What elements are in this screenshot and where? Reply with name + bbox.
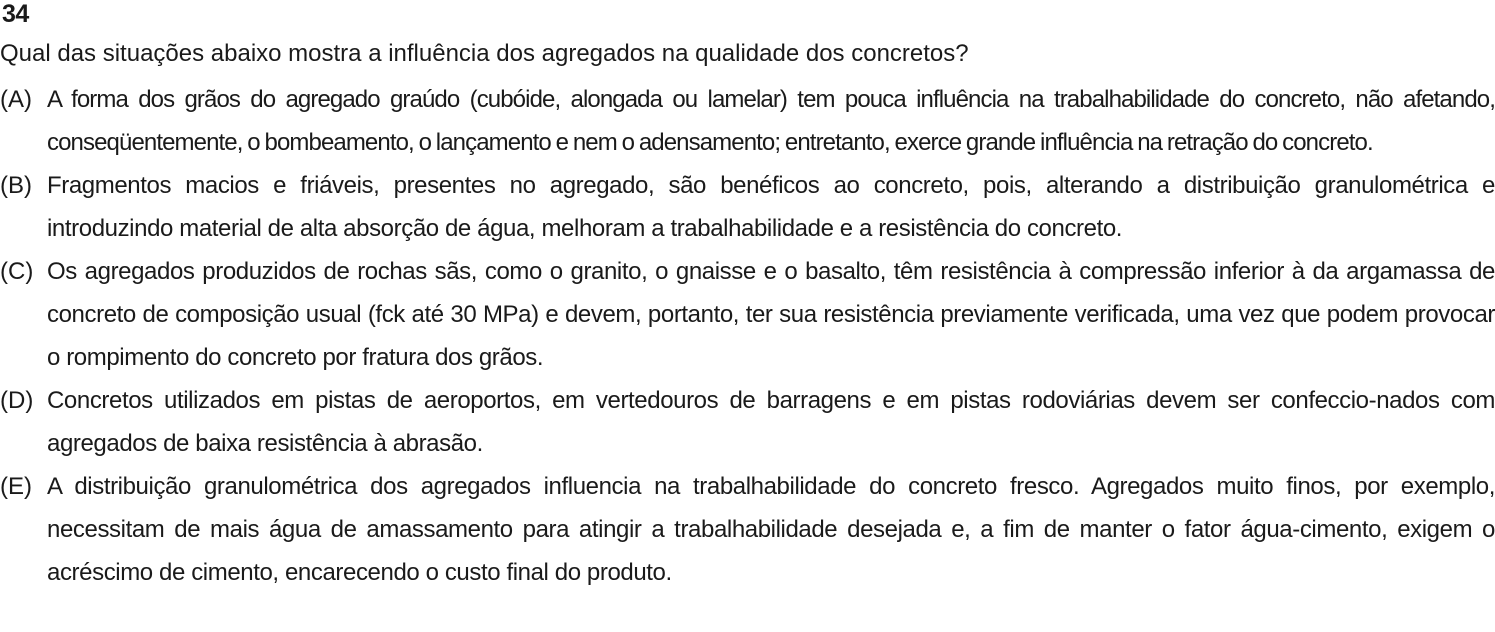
option-e-text: A distribuição granulométrica dos agregados influencia na trabalhabilidade do concreto fresco. Agregados muito finos, por exemplo, necessitam de mais água de amassamento para atingir a trabalhabilidade desejada e, a fim de manter o fator água-cimento, exigem o acréscimo de cimento, encarecendo o custo final do produto. [47,473,1495,586]
question-number: 34 [2,0,29,28]
option-c[interactable] [0,250,1495,379]
option-e-label: (E) [0,473,32,500]
answer-options [0,78,1495,594]
option-e[interactable] [0,465,1495,594]
option-a-text: A forma dos grãos do agregado graúdo (cubóide, alongada ou lamelar) tem pouca influência na trabalhabilidade do concreto, não afetando, conseqüentemente, o bombeamento, o lançamento e nem o adensamento; entretanto, exerce grande influência na retração do concreto. [47,86,1495,156]
option-c-label: (C) [0,258,34,285]
question-stem: Qual das situações abaixo mostra a influência dos agregados na qualidade dos concretos? [0,40,969,67]
option-a[interactable] [0,78,1495,164]
option-b-label: (B) [0,172,32,199]
option-d-label: (D) [0,387,34,414]
option-b-text: Fragmentos macios e friáveis, presentes no agregado, são benéficos ao concreto, pois, alterando a distribuição granulométrica e introduzindo material de alta absorção de água, melhoram a trabalhabilidade e a resistência do concreto. [47,172,1495,242]
option-b[interactable] [0,164,1495,250]
option-d-text: Concretos utilizados em pistas de aeroportos, em vertedouros de barragens e em pistas rodoviárias devem ser confeccio-nados com agregados de baixa resistência à abrasão. [47,387,1495,457]
option-a-label: (A) [0,86,32,113]
option-c-text: Os agregados produzidos de rochas sãs, como o granito, o gnaisse e o basalto, têm resistência à compressão inferior à da argamassa de concreto de composição usual (fck até 30 MPa) e devem, portanto, ter sua resistência previamente verificada, uma vez que podem provocar o rompimento do concreto por fratura dos grãos. [47,258,1495,371]
option-d[interactable] [0,379,1495,465]
